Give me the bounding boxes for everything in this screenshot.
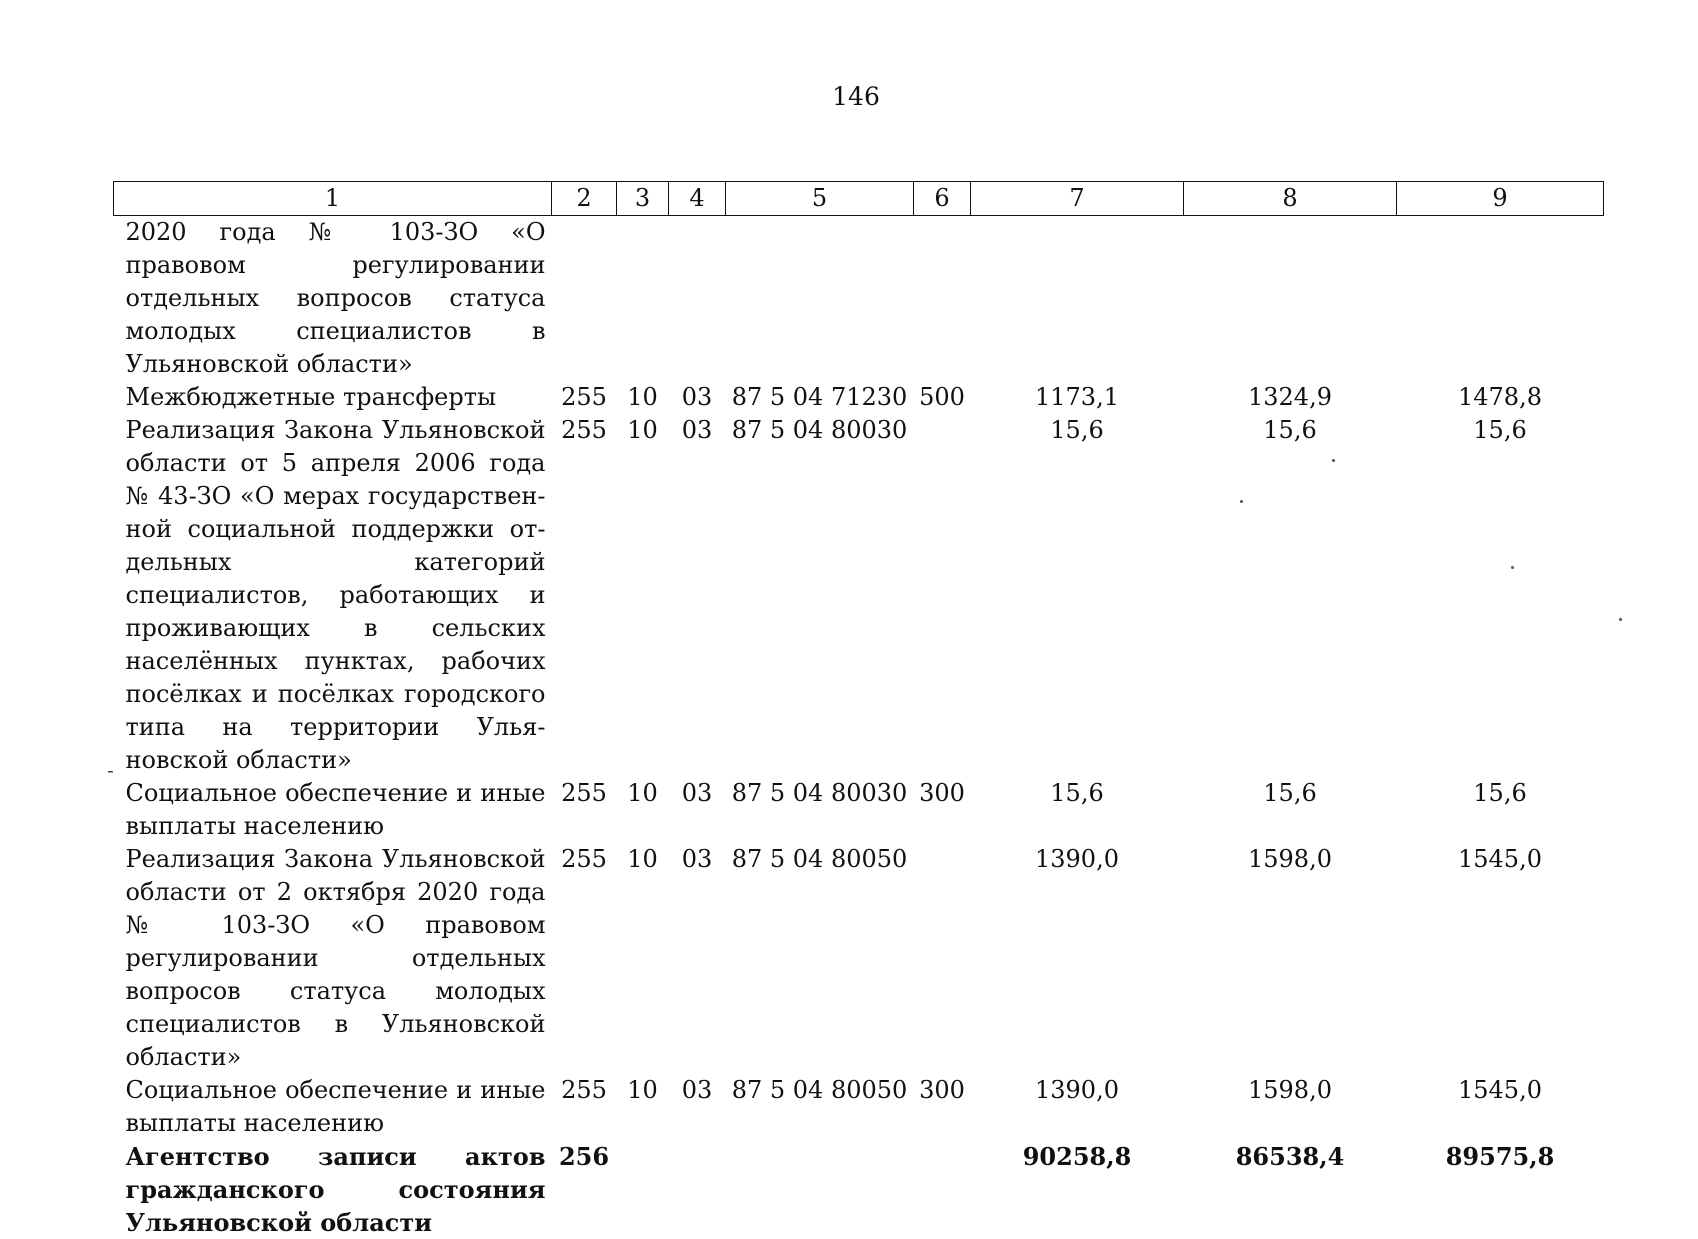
header-col-6: 6 [914, 182, 971, 216]
budget-table [113, 181, 1604, 1239]
row-value-col8: 15,6 [1184, 414, 1397, 777]
row-code-ministry: 256 [552, 1140, 617, 1239]
header-col-5: 5 [726, 182, 914, 216]
row-code-subsection: 03 [669, 381, 726, 414]
row-code-target: 87 5 04 80050 [726, 843, 914, 1074]
budget-table-container [113, 181, 1603, 1239]
table-row [114, 843, 1604, 1074]
row-code-ministry: 255 [552, 843, 617, 1074]
header-col-2: 2 [552, 182, 617, 216]
row-code-subsection: 03 [669, 843, 726, 1074]
row-name: Социальное обеспечение и иные выплаты населению [114, 1074, 552, 1140]
row-value-col7: 90258,8 [971, 1140, 1184, 1239]
row-value-col9 [1397, 216, 1604, 382]
row-value-col8: 1598,0 [1184, 1074, 1397, 1140]
row-code-target: 87 5 04 71230 [726, 381, 914, 414]
table-row [114, 414, 1604, 777]
table-row [114, 381, 1604, 414]
header-col-4: 4 [669, 182, 726, 216]
row-code-type [914, 216, 971, 382]
row-value-col9: 89575,8 [1397, 1140, 1604, 1239]
row-value-col7: 1390,0 [971, 843, 1184, 1074]
page-number: 146 [0, 82, 1698, 112]
row-code-subsection: 03 [669, 414, 726, 777]
row-code-subsection: 03 [669, 777, 726, 843]
row-code-type: 300 [914, 1074, 971, 1140]
row-code-type: 500 [914, 381, 971, 414]
row-code-target [726, 216, 914, 382]
row-code-target: 87 5 04 80030 [726, 777, 914, 843]
row-code-type: 300 [914, 777, 971, 843]
row-value-col8: 1324,9 [1184, 381, 1397, 414]
row-code-ministry: 255 [552, 777, 617, 843]
scan-speck [1332, 459, 1335, 462]
scan-speck [1240, 500, 1243, 503]
row-code-section [617, 216, 669, 382]
row-code-section: 10 [617, 1074, 669, 1140]
row-code-section: 10 [617, 381, 669, 414]
row-name: Агентство записи актов гражданского состояния Ульяновской области [114, 1140, 552, 1239]
row-code-section: 10 [617, 777, 669, 843]
header-row [114, 182, 1604, 216]
row-value-col8: 86538,4 [1184, 1140, 1397, 1239]
table-row [114, 216, 1604, 382]
row-code-target: 87 5 04 80030 [726, 414, 914, 777]
row-code-type [914, 414, 971, 777]
header-col-8: 8 [1184, 182, 1397, 216]
row-value-col9: 1478,8 [1397, 381, 1604, 414]
row-code-subsection: 03 [669, 1074, 726, 1140]
header-col-3: 3 [617, 182, 669, 216]
row-code-ministry [552, 216, 617, 382]
row-code-target [726, 1140, 914, 1239]
row-code-section [617, 1140, 669, 1239]
row-value-col7: 15,6 [971, 777, 1184, 843]
row-value-col8: 15,6 [1184, 777, 1397, 843]
row-code-type [914, 843, 971, 1074]
row-name: 2020 года № 103-ЗО «О правовом регулировании отдельных вопросов статуса молодых специалистов в Ульяновской области» [114, 216, 552, 382]
row-value-col9: 15,6 [1397, 414, 1604, 777]
row-name: Реализация Закона Ульяновской области от 2 октября 2020 года № 103-ЗО «О правовом регулировании отдельных вопросов статуса молодых специалистов в Ульяновской области» [114, 843, 552, 1074]
row-value-col8 [1184, 216, 1397, 382]
row-value-col9: 1545,0 [1397, 843, 1604, 1074]
header-col-1: 1 [114, 182, 552, 216]
row-value-col7: 1173,1 [971, 381, 1184, 414]
table-body [114, 216, 1604, 1239]
row-code-ministry: 255 [552, 414, 617, 777]
row-code-subsection [669, 216, 726, 382]
header-col-9: 9 [1397, 182, 1604, 216]
row-value-col9: 15,6 [1397, 777, 1604, 843]
row-value-col9: 1545,0 [1397, 1074, 1604, 1140]
scan-speck [1511, 566, 1514, 569]
stray-dash-mark: - [107, 758, 114, 782]
row-code-subsection [669, 1140, 726, 1239]
row-value-col7: 1390,0 [971, 1074, 1184, 1140]
row-value-col7 [971, 216, 1184, 382]
table-row [114, 777, 1604, 843]
row-value-col8: 1598,0 [1184, 843, 1397, 1074]
row-code-ministry: 255 [552, 1074, 617, 1140]
table-row [114, 1074, 1604, 1140]
row-name: Межбюджетные трансферты [114, 381, 552, 414]
header-col-7: 7 [971, 182, 1184, 216]
row-value-col7: 15,6 [971, 414, 1184, 777]
row-name: Социальное обеспечение и иные выплаты населению [114, 777, 552, 843]
row-code-section: 10 [617, 843, 669, 1074]
row-code-section: 10 [617, 414, 669, 777]
row-code-type [914, 1140, 971, 1239]
table-row [114, 1140, 1604, 1239]
row-code-ministry: 255 [552, 381, 617, 414]
scan-speck [1619, 618, 1622, 621]
row-name: Реализация Закона Ульяновской области от 5 апреля 2006 года № 43-ЗО «О мерах государственной социальной поддержки отдельных категорий специалистов, работающих и проживающих в сельских населённых пунктах, рабочих посёлках и посёлках городского типа на территории Ульяновской области» [114, 414, 552, 777]
row-code-target: 87 5 04 80050 [726, 1074, 914, 1140]
